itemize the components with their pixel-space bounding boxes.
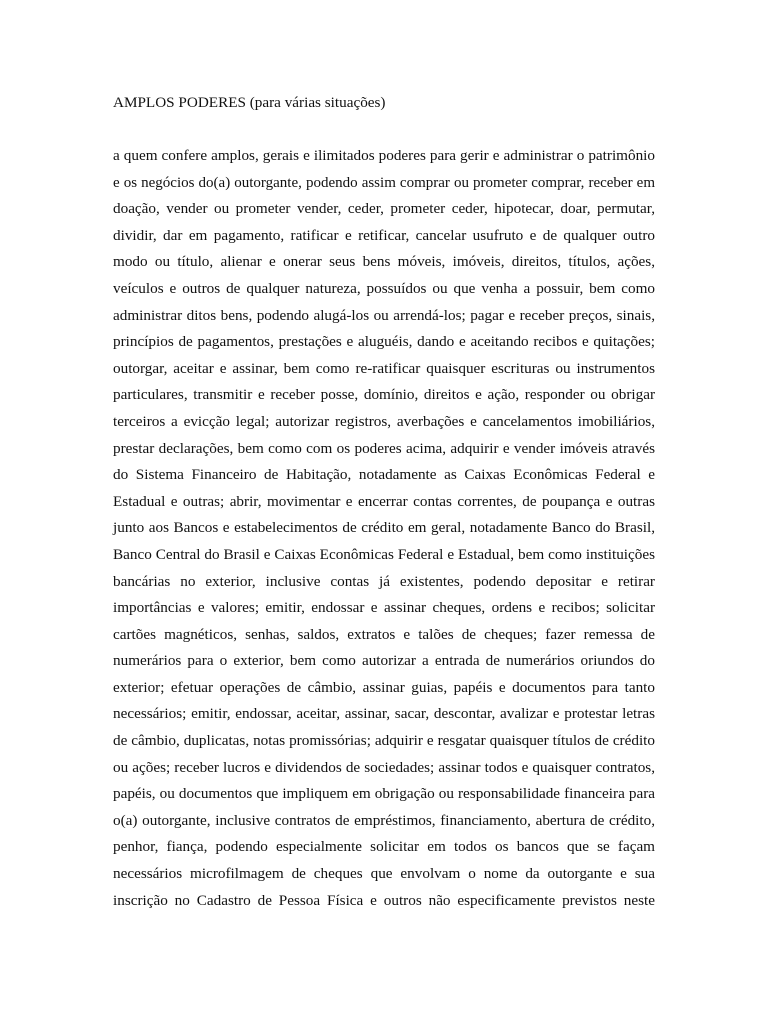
body-text-line: modo ou título, alienar e onerar seus bens móveis, imóveis, direitos, títulos, ações,	[113, 253, 655, 271]
body-text-line: a quem confere amplos, gerais e ilimitados poderes para gerir e administrar o patrimônio	[113, 147, 655, 164]
body-text-line: junto aos Bancos e estabelecimentos de crédito em geral, notadamente Banco do Brasil,	[113, 519, 655, 537]
body-text-line: penhor, fiança, podendo especialmente solicitar em todos os bancos que se façam	[113, 838, 655, 856]
body-text-line: veículos e outros de qualquer natureza, possuídos ou que venha a possuir, bem como	[113, 279, 655, 297]
body-text-line: ou ações; receber lucros e dividendos de sociedades; assinar todos e quaisquer contratos,	[113, 758, 655, 776]
body-text-line: de câmbio, duplicatas, notas promissórias; adquirir e resgatar quaisquer títulos de crédito	[113, 732, 655, 750]
body-text-line: princípios de pagamentos, prestações e aluguéis, dando e aceitando recibos e quitações;	[113, 333, 655, 351]
body-text-line: importâncias e valores; emitir, endossar e assinar cheques, ordens e recibos; solicitar	[113, 599, 655, 617]
document-heading: AMPLOS PODERES (para várias situações)	[113, 94, 386, 111]
body-text-line: cartões magnéticos, senhas, saldos, extratos e talões de cheques; fazer remessa de	[113, 625, 655, 643]
body-text-line: inscrição no Cadastro de Pessoa Física e outros não especificamente previstos neste	[113, 891, 655, 909]
body-text-line: bancárias no exterior, inclusive contas já existentes, podendo depositar e retirar	[113, 572, 655, 590]
body-text-line: prestar declarações, bem como com os poderes acima, adquirir e vender imóveis através	[113, 439, 655, 457]
body-text-line: Banco Central do Brasil e Caixas Econômicas Federal e Estadual, bem como instituições	[113, 545, 655, 563]
body-text-line: papéis, ou documentos que impliquem em obrigação ou responsabilidade financeira para	[113, 785, 655, 803]
body-text-line: e os negócios do(a) outorgante, podendo assim comprar ou prometer comprar, receber em	[113, 174, 655, 191]
body-text-line: doação, vender ou prometer vender, ceder, prometer ceder, hipotecar, doar, permutar,	[113, 200, 655, 218]
body-text-line: outorgar, aceitar e assinar, bem como re-ratificar quaisquer escrituras ou instrumentos	[113, 359, 655, 377]
body-text-line: particulares, transmitir e receber posse, domínio, direitos e ação, responder ou obrigar	[113, 386, 655, 404]
document-body	[113, 145, 655, 916]
body-text-line: do Sistema Financeiro de Habitação, notadamente as Caixas Econômicas Federal e	[113, 466, 655, 484]
body-text-line: o(a) outorgante, inclusive contratos de empréstimos, financiamento, abertura de crédito,	[113, 811, 655, 829]
body-text-line: necessários microfilmagem de cheques que envolvam o nome da outorgante e sua	[113, 865, 655, 883]
body-text-line: terceiros a evicção legal; autorizar registros, averbações e cancelamentos imobiliários,	[113, 412, 655, 430]
body-text-line: dividir, dar em pagamento, ratificar e retificar, cancelar usufruto e de qualquer outro	[113, 226, 655, 244]
body-text-line: administrar ditos bens, podendo alugá-los ou arrendá-los; pagar e receber preços, sinais,	[113, 306, 655, 324]
body-text-line: necessários; emitir, endossar, aceitar, assinar, sacar, descontar, avalizar e protestar letras	[113, 705, 655, 723]
body-text-line: Estadual e outras; abrir, movimentar e encerrar contas correntes, de poupança e outras	[113, 492, 655, 510]
body-text-line: exterior; efetuar operações de câmbio, assinar guias, papéis e documentos para tanto	[113, 678, 655, 696]
body-text-line: numerários para o exterior, bem como autorizar a entrada de numerários oriundos do	[113, 652, 655, 670]
